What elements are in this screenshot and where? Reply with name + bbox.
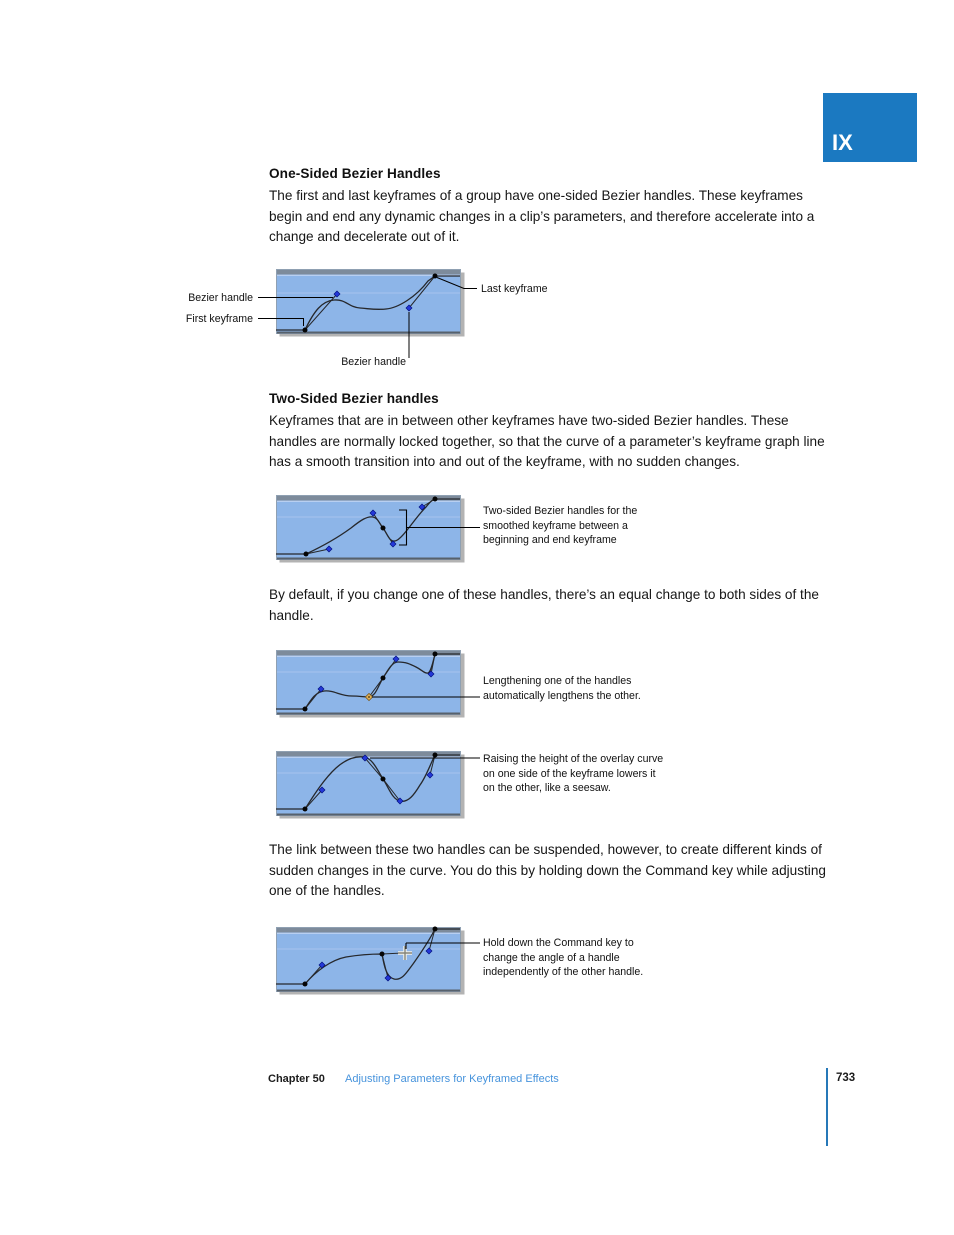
figure1-label-last-keyframe: Last keyframe [481,283,548,295]
figure5-caption [483,936,643,980]
graph-top-band [277,752,460,757]
caption-line: Hold down the Command key to [483,937,634,949]
first-keyframe-dot [303,807,308,812]
section-index-tab [823,93,917,162]
heading-two-sided: Two-Sided Bezier handles [269,391,439,406]
keyframe-graph [276,752,465,819]
footer-section-link[interactable]: Adjusting Parameters for Keyframed Effects [345,1073,559,1085]
keyframe-graph [276,496,465,563]
keyframe-graph [276,270,465,337]
figure-seesaw-graph [276,747,481,819]
figure1-label-bezier-handle-left: Bezier handle [188,292,253,304]
middle-keyframe-dot [381,777,386,782]
caption-line: Two-sided Bezier handles for the [483,505,638,517]
paragraph-default-note: By default, if you change one of these handles, there’s an equal change to both sides of the handle. [269,587,819,623]
paragraph-two-sided: Keyframes that are in between other keyframes have two-sided Bezier handles. These handles are normally locked together, so that the curve of a parameter’s keyframe graph line has a smooth transition into and out of the keyframe, with no sudden changes. [269,413,825,470]
heading-one-sided: One-Sided Bezier Handles [269,166,441,181]
graph-bottom-edge [277,558,460,560]
caption-line: on the other, like a seesaw. [483,782,611,794]
footer-vertical-rule [826,1068,828,1146]
graph-background [277,752,461,816]
paragraph-suspend-note: The link between these two handles can be suspended, however, to create different kinds of sudden changes in the curve. You do this by holding down the Command key while adjusting one of the handles. [269,842,826,899]
last-keyframe-dot [433,652,438,657]
footer-chapter-label: Chapter 50 [268,1073,325,1085]
last-keyframe-dot [433,753,438,758]
figure1-label-first-keyframe: First keyframe [185,313,253,325]
last-keyframe-dot [433,274,438,279]
graph-bottom-edge [277,814,460,816]
first-keyframe-dot [303,707,308,712]
graph-bottom-edge [277,990,460,992]
middle-keyframe-dot [381,676,386,681]
caption-line: smoothed keyframe between a [483,519,628,532]
middle-keyframe-dot [381,526,386,531]
keyframe-graph [276,927,465,995]
figure4-caption [483,752,663,796]
figure-command-key-graph [276,923,481,995]
caption-line: beginning and end keyframe [483,534,617,546]
middle-keyframe-dot [380,952,385,957]
caption-line: automatically lengthens the other. [483,689,641,702]
graph-top-band [277,270,460,275]
first-keyframe-dot [303,982,308,987]
caption-line: Raising the height of the overlay curve [483,753,664,765]
caption-line: change the angle of a handle [483,951,620,964]
graph-top-band [277,651,460,656]
keyframe-graph [276,651,465,718]
first-keyframe-dot [303,328,308,333]
graph-bottom-edge [277,713,460,715]
figure1-label-bezier-handle-bottom: Bezier handle [341,356,406,368]
caption-line: Lengthening one of the handles [483,675,632,687]
page-number: 733 [836,1072,856,1084]
figure2-caption [483,504,637,548]
figure-two-sided-graph [276,491,481,567]
figure-lengthen-graph [276,646,481,718]
caption-line: on one side of the keyframe lowers it [483,767,656,780]
first-keyframe-dot [304,552,309,557]
caption-line: independently of the other handle. [483,966,644,978]
last-keyframe-dot [433,497,438,502]
last-keyframe-dot [433,927,438,932]
section-index-label: IX [832,130,853,155]
paragraph-one-sided: The first and last keyframes of a group have one-sided Bezier handles. These keyframes begin and end any dynamic changes in a clip’s parameters, and therefore accelerate into a change and decelerate out of it. [269,188,815,245]
figure3-caption [483,674,641,703]
